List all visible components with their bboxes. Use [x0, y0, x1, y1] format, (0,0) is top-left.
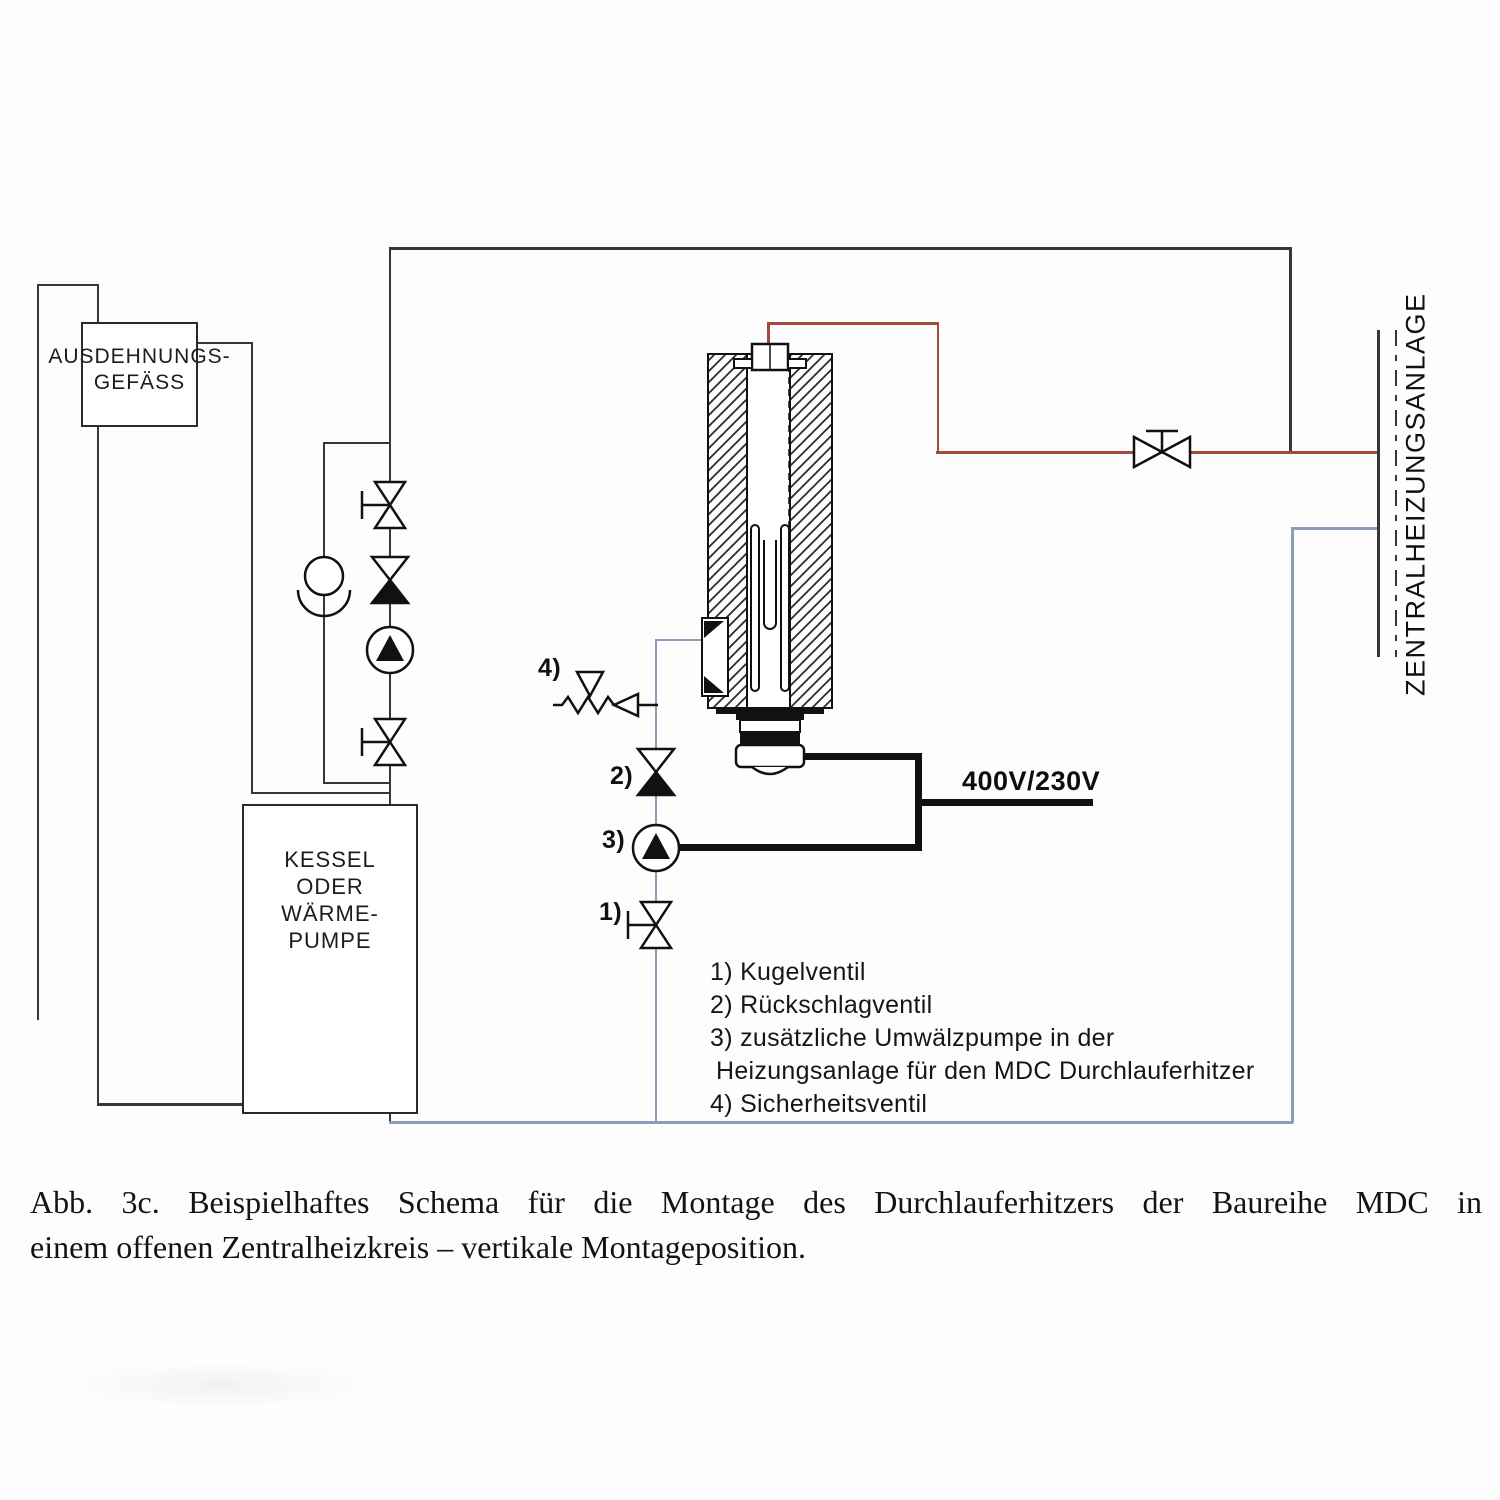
callout-3: 3)	[602, 826, 626, 854]
pipe-supply-top	[767, 322, 939, 325]
pipe-boiler-top-link	[251, 792, 391, 794]
air-vent-icon	[294, 552, 354, 618]
power-supply-label: 400V/230V	[962, 766, 1101, 796]
heater-bottom-band	[740, 732, 800, 745]
pipe-return-right	[1291, 527, 1294, 1123]
pipe-return-bottom	[389, 1121, 1293, 1124]
heating-element-tube	[751, 525, 759, 691]
shutoff-valve-icon	[354, 716, 412, 768]
heater-right-wall	[790, 354, 832, 708]
legend-item-2: 2) Rückschlagventil	[710, 991, 933, 1019]
pipe-supply-drop	[937, 322, 940, 453]
central-heating-label: ZENTRALHEIZUNGSANLAGE	[1400, 292, 1431, 696]
boiler-label-2: ODER	[296, 874, 364, 899]
caption-line-2: einem offenen Zentralheizkreis – vertikale Montageposition.	[30, 1229, 807, 1265]
pump-icon	[630, 822, 682, 874]
shutoff-valve-icon	[354, 479, 412, 531]
pipe-outer-top	[389, 247, 1291, 250]
expansion-vessel-label-2: GEFÄSS	[93, 371, 186, 394]
flow-heater	[690, 335, 840, 795]
figure-caption	[30, 1180, 1482, 1270]
callout-4: 4)	[538, 654, 562, 682]
system-boundary-solid	[1377, 330, 1380, 657]
boiler-label-1: KESSEL	[284, 847, 376, 872]
pump-icon	[364, 624, 416, 676]
check-valve-icon	[370, 555, 410, 605]
expansion-vessel-box	[48, 322, 231, 427]
heater-connection-cup	[736, 745, 804, 767]
legend-item-3: 3) zusätzliche Umwälzpumpe in der	[710, 1024, 1115, 1052]
legend	[710, 956, 1254, 1121]
heating-element-tube	[781, 525, 789, 691]
scan-artifact	[60, 1362, 380, 1408]
legend-item-1: 1) Kugelventil	[710, 958, 866, 986]
caption-line-1: Abb. 3c. Beispielhaftes Schema für die Montage des Durchlauferhitzers der Baureihe MDC in	[30, 1184, 1482, 1220]
boiler-label-4: PUMPE	[288, 928, 372, 953]
boiler-box	[242, 804, 418, 1114]
legend-item-4: 4) Sicherheitsventil	[710, 1090, 928, 1118]
callout-1: 1)	[599, 898, 623, 926]
pipe-return-from-system	[1291, 527, 1379, 530]
pipe-bypass-top	[323, 442, 391, 444]
expansion-vessel-label-1: AUSDEHNUNGS-	[48, 345, 231, 368]
callout-2: 2)	[610, 762, 634, 790]
cable-to-pump	[677, 844, 917, 851]
cable-power-stub	[915, 799, 1093, 806]
pipe-bypass-bottom	[323, 782, 391, 784]
pipe-vent-top	[37, 284, 99, 286]
safety-valve-icon	[552, 660, 660, 722]
heater-bottom-flange	[736, 708, 804, 720]
supply-shutoff-valve-icon	[1130, 427, 1194, 477]
legend-item-3b: Heizungsanlage für den MDC Durchlauferhitzer	[716, 1057, 1255, 1085]
check-valve-icon	[636, 747, 676, 797]
boiler-label-3: WÄRME-	[281, 901, 379, 926]
ball-valve-icon	[620, 899, 678, 951]
pipe-outer-right	[1289, 247, 1292, 453]
pipe-vent-vertical	[37, 284, 39, 1020]
system-boundary-dashed	[1395, 330, 1397, 657]
pipe-expansion-right-riser	[251, 342, 253, 794]
